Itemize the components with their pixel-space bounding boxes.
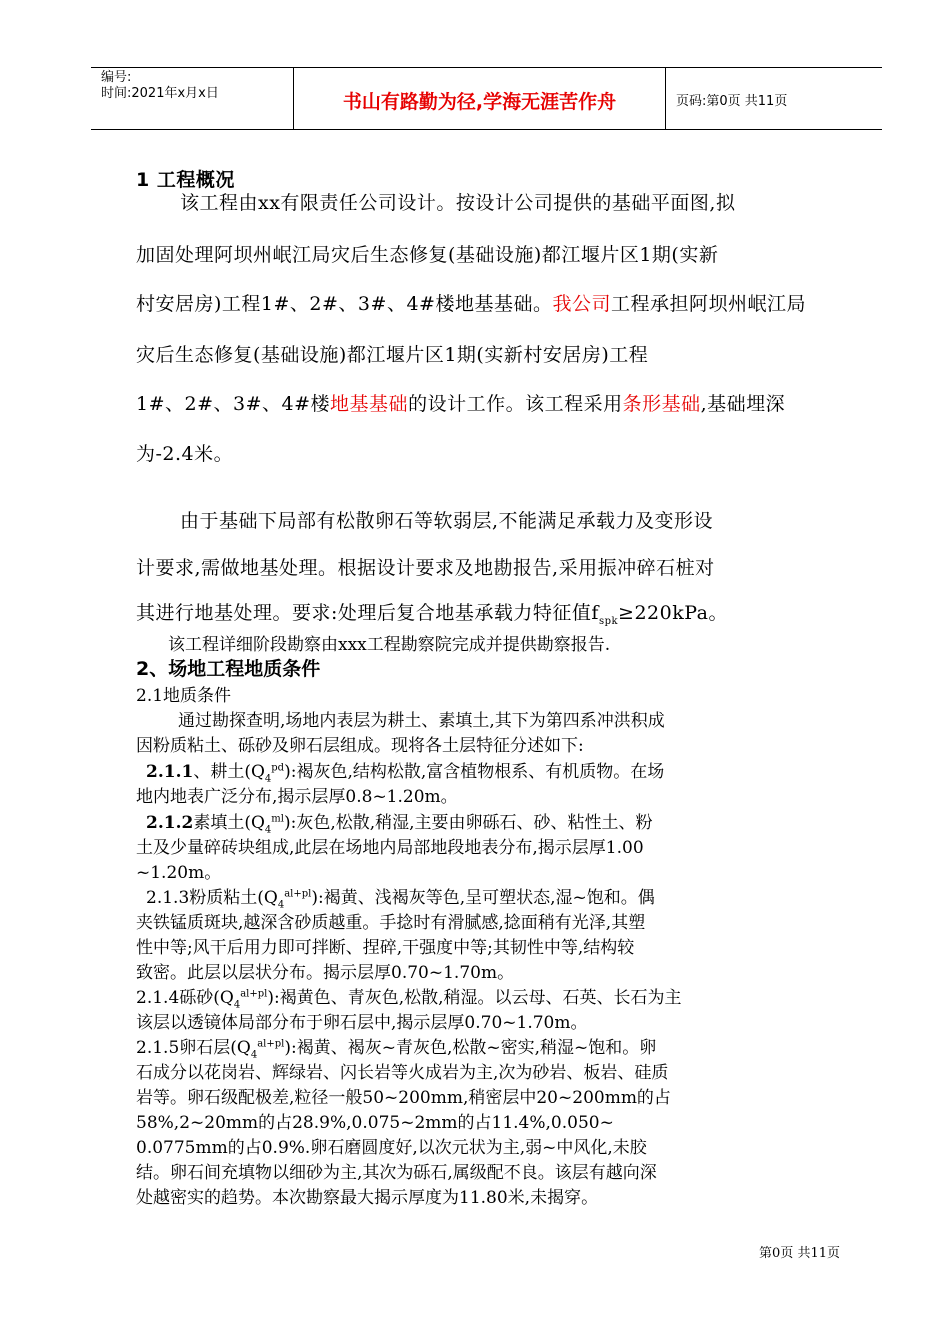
- item-2-1-2-line1: 2.1.2素填土$(Q_4^{ml})$:灰色,松散,稍湿,主要由卵砾石、砂、粘性土、粉: [146, 813, 653, 836]
- s1-p1-line2: 加固处理阿坝州岷江局灾后生态修复(基础设施)都江堰片区1期(实新: [136, 244, 719, 266]
- item-2-1-5-line4: 58%,2~20mm的占28.9%,0.075~2mm的占11.4%,0.050~: [136, 1113, 614, 1133]
- s1-p1-line1: 该工程由xx有限责任公司设计。按设计公司提供的基础平面图,拟: [180, 192, 736, 214]
- item-2-1-3-line1: 2.1.3粉质粘土$(Q_4^{al+pl})$:褐黄、浅褐灰等色,呈可塑状态,湿~饱和。偶: [146, 888, 655, 911]
- s1-p1-line3: 村安居房)工程1#、2#、3#、4#楼地基基础。我公司工程承担阿坝州岷江局: [136, 293, 806, 315]
- motto: 书山有路勤为径,学海无涯苦作舟: [342, 91, 617, 113]
- strip-foundation-highlight: 条形基础: [622, 393, 701, 415]
- s2-intro-line1: 通过勘探查明,场地内表层为耕土、素填土,其下为第四系冲洪积成: [178, 711, 665, 731]
- s1-p1-line5: 1#、2#、3#、4#楼地基基础的设计工作。该工程采用条形基础,基础埋深: [136, 393, 786, 415]
- item-2-1-2-line3: ~1.20m。: [136, 863, 222, 883]
- item-2-1-3-line3: 性中等;风干后用力即可拌断、捏碎,干强度中等;其韧性中等,结构较: [136, 938, 635, 958]
- item-2-1-2-line2: 土及少量碎砖块组成,此层在场地内局部地段地表分布,揭示层厚1.00: [136, 838, 644, 858]
- s1-p3: 该工程详细阶段勘察由xxx工程勘察院完成并提供勘察报告.: [168, 635, 611, 655]
- s1-p1-line6: 为-2.4米。: [136, 443, 234, 465]
- item-2-1-1-line2: 地内地表广泛分布,揭示层厚0.8~1.20m。: [136, 787, 458, 807]
- s1-p2-line1: 由于基础下局部有松散卵石等软弱层,不能满足承载力及变形设: [180, 510, 714, 532]
- item-2-1-5-line3: 岩等。卵石级配极差,粒径一般50~200mm,稍密层中20~200mm的占: [136, 1088, 671, 1108]
- item-2-1-1-line1: 2.1.1、耕土$(Q_4^{pd})$:褐灰色,结构松散,富含植物根系、有机质物。在场: [146, 762, 665, 785]
- time-label: 时间:2021年x月x日: [101, 86, 219, 101]
- item-2-1-3-line4: 致密。此层以层状分布。揭示层厚0.70~1.70m。: [136, 963, 515, 983]
- number-label: 编号:: [101, 70, 132, 85]
- item-2-1-5-line5: 0.0775mm的占0.9%.卵石磨圆度好,以次元状为主,弱~中风化,未胶: [136, 1138, 647, 1158]
- foundation-highlight: 地基基础: [330, 393, 409, 415]
- s1-p1-line4: 灾后生态修复(基础设施)都江堰片区1期(实新村安居房)工程: [136, 344, 649, 366]
- section1-title: 1 工程概况: [136, 169, 235, 191]
- header-page-cell: [666, 68, 882, 129]
- section2-title: 2、场地工程地质条件: [136, 658, 321, 680]
- item-2-1-5-line2: 石成分以花岗岩、辉绿岩、闪长岩等火成岩为主,次为砂岩、板岩、硅质: [136, 1063, 669, 1083]
- header-motto-cell: [294, 68, 666, 129]
- document-header: [91, 67, 882, 130]
- s2-sub1: 2.1地质条件: [136, 686, 232, 706]
- item-2-1-5-line7: 处越密实的趋势。本次勘察最大揭示厚度为11.80米,未揭穿。: [136, 1188, 599, 1208]
- item-2-1-4-line1: 2.1.4砾砂$(Q_4^{al+pl})$:褐黄色、青灰色,松散,稍湿。以云母、石英、长石为主: [136, 988, 682, 1011]
- header-meta-cell: [91, 68, 294, 129]
- page-footer: 第0页 共11页: [759, 1246, 840, 1261]
- page-info: 页码:第0页 共11页: [676, 94, 788, 109]
- item-2-1-3-line2: 夹铁锰质斑块,越深含砂质越重。手捻时有滑腻感,捻面稍有光泽,其塑: [136, 913, 646, 933]
- s1-p2-line3: 其进行地基处理。要求:处理后复合地基承载力特征值$f_{spk}\ge 220kPa$。: [136, 602, 728, 627]
- item-2-1-4-line2: 该层以透镜体局部分布于卵石层中,揭示层厚0.70~1.70m。: [136, 1013, 588, 1033]
- company-highlight: 我公司: [552, 293, 611, 315]
- item-2-1-5-line1: 2.1.5卵石层$(Q_4^{al+pl})$:褐黄、褐灰~青灰色,松散~密实,稍湿~饱和。卵: [136, 1038, 657, 1061]
- s1-p2-line2: 计要求,需做地基处理。根据设计要求及地勘报告,采用振冲碎石桩对: [136, 557, 715, 579]
- item-2-1-5-line6: 结。卵石间充填物以细砂为主,其次为砾石,属级配不良。该层有越向深: [136, 1163, 657, 1183]
- s2-intro-line2: 因粉质粘土、砾砂及卵石层组成。现将各土层特征分述如下:: [136, 736, 584, 756]
